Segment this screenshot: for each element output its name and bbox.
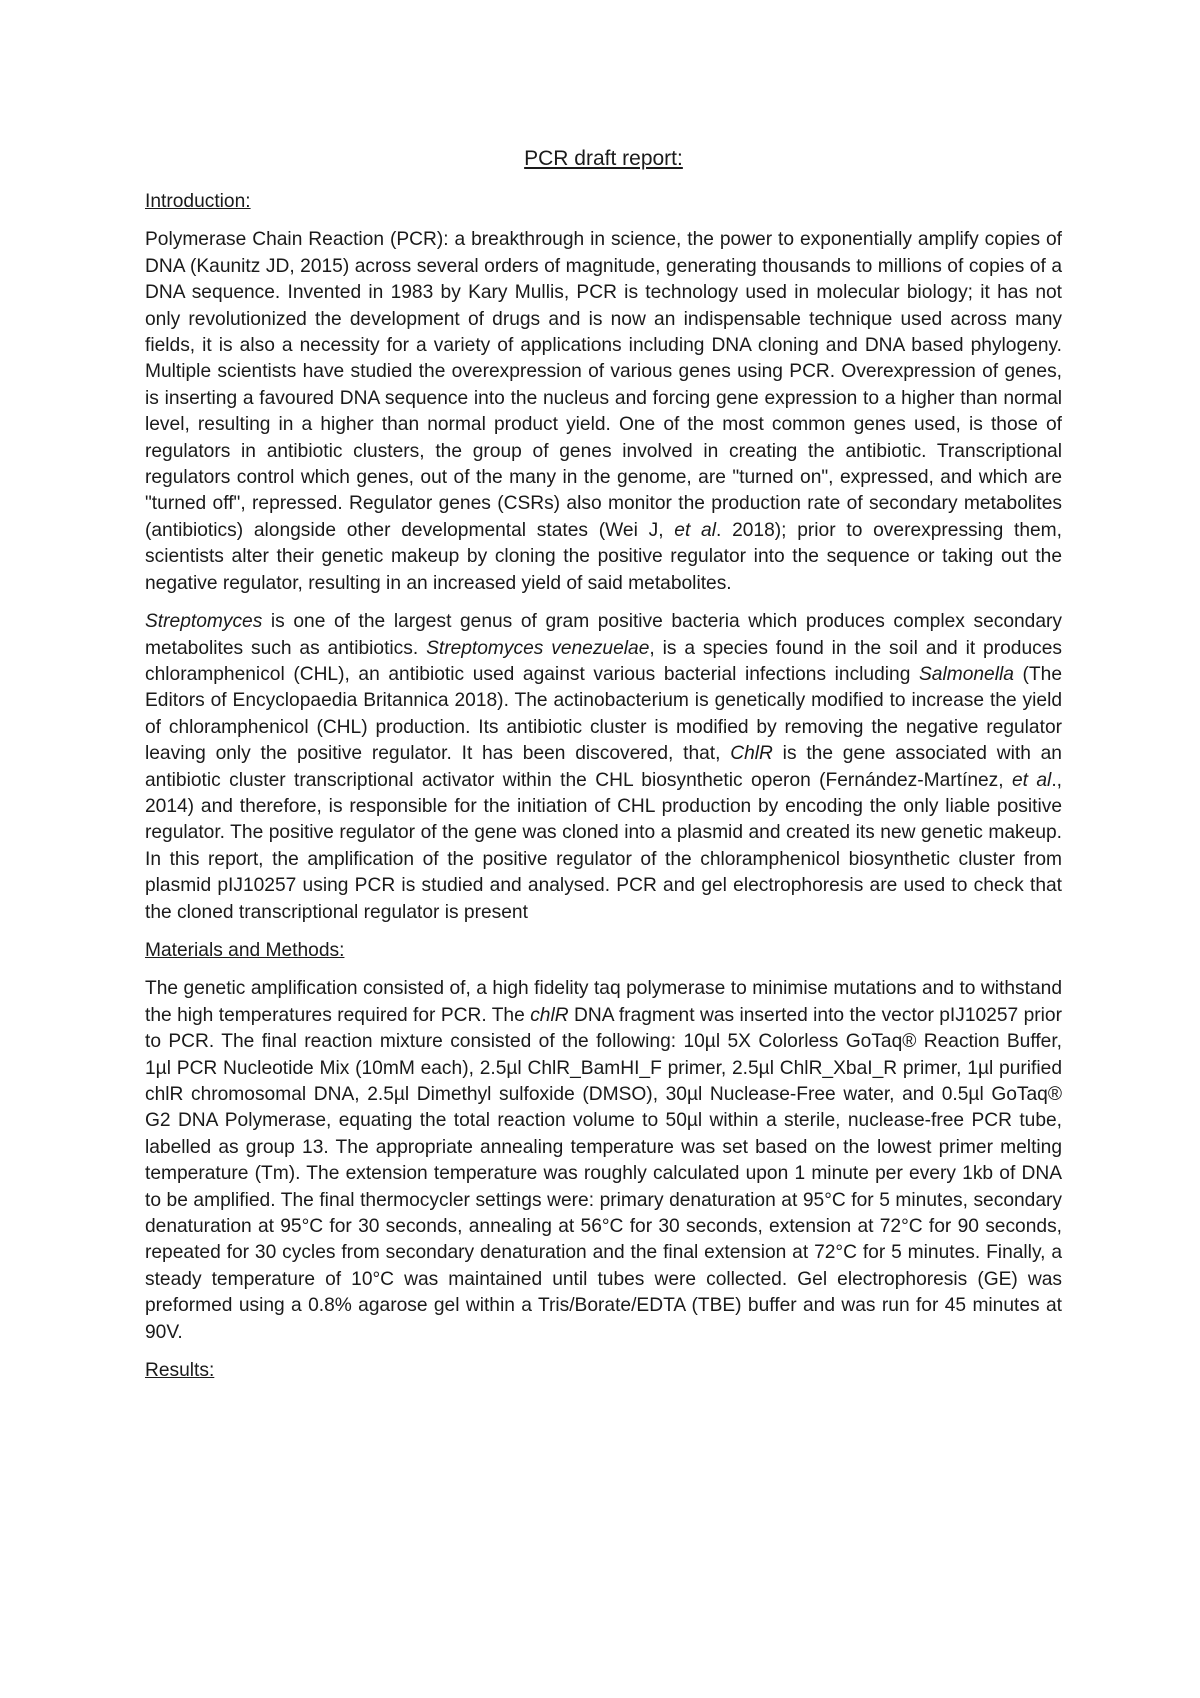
methods-p1-text-a: The genetic amplification consisted of, a high fidelity taq polymerase to minimise mutations and to withstand the high temperatures required for PCR. The <box>145 978 1062 1026</box>
intro-p2-italic-streptomyces: Streptomyces <box>145 611 263 633</box>
intro-p2-italic-s-venezuelae: Streptomyces venezuelae <box>426 637 650 659</box>
introduction-paragraph-2 <box>145 609 1062 926</box>
intro-p1-italic-et-al: et al <box>674 519 716 541</box>
methods-p1-text-c: DNA fragment was inserted into the vector pIJ10257 prior to PCR. The final reaction mixture consisted of the following: 10µl 5X Colorless GoTaq® Reaction Buffer, 1µl PCR Nucleotide Mix (10mM each), 2.5µl ChlR_BamHI_F primer, 2.5µl ChlR_XbaI_R primer, 1µl purified chlR chromosomal DNA, 2.5µl Dimethyl sulfoxide (DMSO), 30µl Nuclease-Free water, and 0.5µl GoTaq® G2 DNA Polymerase, equating the total reaction volume to 50µl within a sterile, nuclease-free PCR tube, labelled as group 13. The appropriate annealing temperature was set based on the lowest primer melting temperature (Tm). The extension temperature was roughly calculated upon 1 minute per every 1kb of DNA to be amplified. The final thermocycler settings were: primary denaturation at 95°C for 5 minutes, secondary denaturation at 95°C for 30 seconds, annealing at 56°C for 30 seconds, extension at 72°C for 90 seconds, repeated for 30 cycles from secondary denaturation and the final extension at 72°C for 5 minutes. Finally, a steady temperature of 10°C was maintained until tubes were collected. Gel electrophoresis (GE) was preformed using a 0.8% agarose gel within a Tris/Borate/EDTA (TBE) buffer and was run for 45 minutes at 90V. <box>145 1004 1062 1343</box>
methods-p1-italic-chlr: chlR <box>530 1004 569 1026</box>
intro-p2-text-f: (The Editors of Encyclopaedia Britannica 2018). The actinobacterium is genetically modified to increase the yield of chloramphenicol (CHL) production. Its antibiotic cluster is modified by removing the negative regulator leaving only the positive regulator. It has been discovered, that, <box>145 663 1062 765</box>
intro-p2-italic-et-al: et al <box>1012 769 1052 791</box>
intro-p2-italic-chlr: ChlR <box>730 743 773 765</box>
methods-heading: Materials and Methods: <box>145 939 345 961</box>
intro-p2-text-j: ., 2014) and therefore, is responsible for the initiation of CHL production by encoding the only liable positive regulator. The positive regulator of the gene was cloned into a plasmid and created its new genetic makeup. In this report, the amplification of the positive regulator of the chloramphenicol biosynthetic cluster from plasmid pIJ10257 using PCR is studied and analysed. PCR and gel electrophoresis are used to check that the cloned transcriptional regulator is present <box>145 769 1062 923</box>
document-page <box>145 145 1062 1396</box>
intro-p2-text-h: is the gene associated with an antibiotic cluster transcriptional activator within the CHL biosynthetic operon (Fernández-Martínez, <box>145 743 1062 791</box>
methods-paragraph-1 <box>145 976 1062 1346</box>
intro-p2-text-b: is one of the largest genus of gram positive bacteria which produces complex secondary metabolites such as antibiotics. <box>145 611 1062 659</box>
intro-p1-text-a: Polymerase Chain Reaction (PCR): a breakthrough in science, the power to exponentially amplify copies of DNA (Kaunitz JD, 2015) across several orders of magnitude, generating thousands to millions of copies of a DNA sequence. Invented in 1983 by Kary Mullis, PCR is technology used in molecular biology; it has not only revolutionized the development of drugs and is now an indispensable technique used across many fields, it is also a necessity for a variety of applications including DNA cloning and DNA based phylogeny. Multiple scientists have studied the overexpression of various genes using PCR. Overexpression of genes, is inserting a favoured DNA sequence into the nucleus and forcing gene expression to a higher than normal level, resulting in a higher than normal product yield. One of the most common genes used, is those of regulators in antibiotic clusters, the group of genes involved in creating the antibiotic. Transcriptional regulators control which genes, out of the many in the genome, are "turned on", expressed, and which are "turned off", repressed. Regulator genes (CSRs) also monitor the production rate of secondary metabolites (antibiotics) alongside other developmental states (Wei J, <box>145 229 1062 541</box>
intro-p2-italic-salmonella: Salmonella <box>919 663 1014 685</box>
intro-p2-text-d: , is a species found in the soil and it produces chloramphenicol (CHL), an antibiotic used against various bacterial infections including <box>145 637 1062 685</box>
introduction-paragraph-1 <box>145 227 1062 597</box>
intro-p1-text-c: . 2018); prior to overexpressing them, scientists alter their genetic makeup by cloning the positive regulator into the sequence or taking out the negative regulator, resulting in an increased yield of said metabolites. <box>145 519 1062 594</box>
introduction-heading: Introduction: <box>145 191 251 212</box>
results-heading: Results: <box>145 1360 215 1382</box>
document-title: PCR draft report: <box>524 147 683 170</box>
